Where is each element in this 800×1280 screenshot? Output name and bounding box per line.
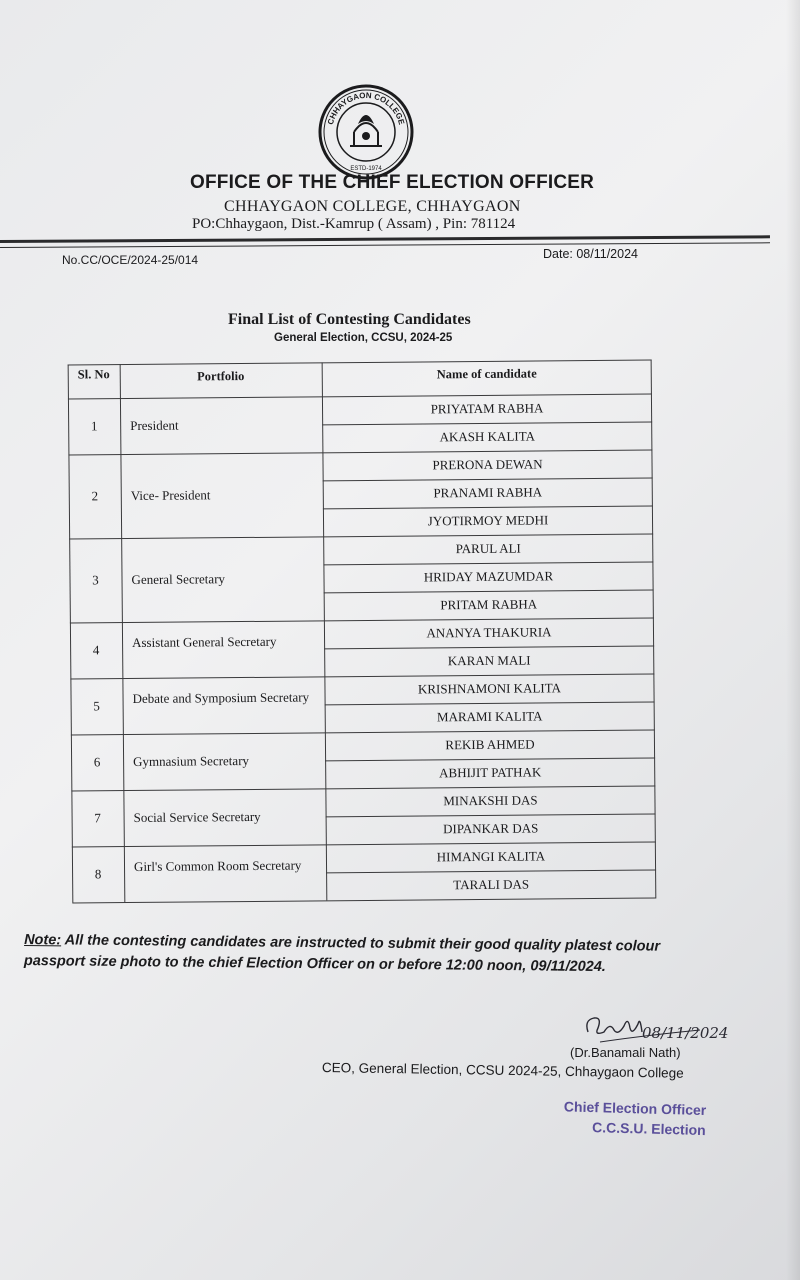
table-row-divider <box>71 729 655 735</box>
row-sl-number: 1 <box>90 418 98 434</box>
table-row-divider <box>71 785 655 791</box>
row-portfolio: General Secretary <box>131 571 226 588</box>
row-portfolio: President <box>130 417 179 434</box>
table-row-divider <box>72 841 656 847</box>
candidate-name: KARAN MALI <box>447 652 531 669</box>
table-header-divider <box>68 393 652 399</box>
college-name: CHHAYGAON COLLEGE, CHHAYGAON <box>224 198 521 215</box>
signer-designation: CEO, General Election, CCSU 2024-25, Chhaygaon College <box>321 1060 684 1081</box>
candidate-name: KRISHNAMONI KALITA <box>417 680 562 697</box>
candidate-row-divider <box>325 701 655 705</box>
row-sl-number: 2 <box>91 488 99 504</box>
candidate-name: PARUL ALI <box>455 540 521 557</box>
header-sl-no: Sl. No <box>77 367 110 382</box>
row-sl-number: 8 <box>94 866 102 882</box>
row-portfolio: Vice- President <box>130 487 211 504</box>
table-row-divider <box>69 533 653 539</box>
candidate-name: JYOTIRMOY MEDHI <box>427 512 549 529</box>
stamp-line-1: Chief Election Officer <box>563 1098 707 1119</box>
signature-date: 08/11/2024 <box>642 1024 729 1042</box>
row-portfolio: Girl's Common Room Secretary <box>133 857 302 874</box>
header-rule <box>0 235 770 248</box>
candidate-row-divider <box>324 589 654 593</box>
issue-date: Date: 08/11/2024 <box>543 247 638 261</box>
row-portfolio: Assistant General Secretary <box>132 633 277 651</box>
college-logo-seal <box>318 84 414 180</box>
table-border-top <box>68 359 652 365</box>
document-subtitle: General Election, CCSU, 2024-25 <box>274 332 453 344</box>
row-portfolio: Social Service Secretary <box>133 808 261 825</box>
candidate-name: REKIB AHMED <box>445 736 535 753</box>
candidate-row-divider <box>326 813 656 817</box>
row-sl-number: 4 <box>92 642 100 658</box>
row-portfolio: Gymnasium Secretary <box>133 752 250 770</box>
stamp-line-2: C.C.S.U. Election <box>591 1119 706 1139</box>
logo-estd-text: ESTD-1974 <box>350 166 382 172</box>
candidate-name: ANANYA THAKURIA <box>426 624 552 641</box>
row-sl-number: 7 <box>94 810 101 826</box>
logo-arc-text: CHHAYGAON COLLEGE <box>325 90 407 126</box>
candidate-row-divider <box>322 421 652 425</box>
table-row-divider <box>72 897 656 903</box>
note-text: All the contesting candidates are instructed to submit their good quality platest colour passport size photo to the chief Election Officer on or before 12:00 noon, 09/11/2024. <box>23 932 661 976</box>
note-label: Note: <box>24 932 62 949</box>
candidate-name: AKASH KALITA <box>439 428 536 445</box>
header-candidate: Name of candidate <box>436 366 537 382</box>
document-title: Final List of Contesting Candidates <box>228 311 471 328</box>
row-portfolio: Debate and Symposium Secretary <box>132 689 310 707</box>
reference-number: No.CC/OCE/2024-25/014 <box>62 253 199 267</box>
row-sl-number: 3 <box>92 572 99 588</box>
candidate-name: PRERONA DEWAN <box>432 456 543 473</box>
table-row-divider <box>70 617 654 623</box>
candidate-row-divider <box>323 561 653 565</box>
table-row-divider <box>70 673 654 679</box>
office-title: OFFICE OF THE CHIEF ELECTION OFFICER <box>190 172 595 193</box>
candidate-name: MINAKSHI DAS <box>443 792 538 809</box>
college-address: PO:Chhaygaon, Dist.-Kamrup ( Assam) , Pin: 781124 <box>192 216 516 232</box>
official-stamp <box>548 1096 707 1140</box>
candidate-name: HRIDAY MAZUMDAR <box>423 568 554 585</box>
note-paragraph <box>24 930 714 979</box>
candidate-name: ABHIJIT PATHAK <box>439 764 542 781</box>
candidate-name: PRIYATAM RABHA <box>430 400 544 417</box>
candidate-name: MARAMI KALITA <box>436 708 543 725</box>
candidate-row-divider <box>323 505 653 509</box>
candidate-row-divider <box>326 869 656 873</box>
candidate-name: PRITAM RABHA <box>440 596 538 613</box>
candidates-table <box>68 359 657 908</box>
signer-name: (Dr.Banamali Nath) <box>570 1045 681 1060</box>
candidate-row-divider <box>325 757 655 761</box>
candidate-name: TARALI DAS <box>453 876 530 893</box>
candidate-name: DIPANKAR DAS <box>443 820 539 837</box>
row-sl-number: 5 <box>93 698 100 714</box>
candidate-row-divider <box>324 645 654 649</box>
row-sl-number: 6 <box>93 754 101 770</box>
candidate-name: HIMANGI KALITA <box>436 848 546 865</box>
candidate-name: PRANAMI RABHA <box>433 484 543 501</box>
candidate-row-divider <box>323 477 653 481</box>
page-edge-shadow <box>786 0 800 1280</box>
header-portfolio: Portfolio <box>197 369 245 384</box>
table-row-divider <box>68 449 652 455</box>
